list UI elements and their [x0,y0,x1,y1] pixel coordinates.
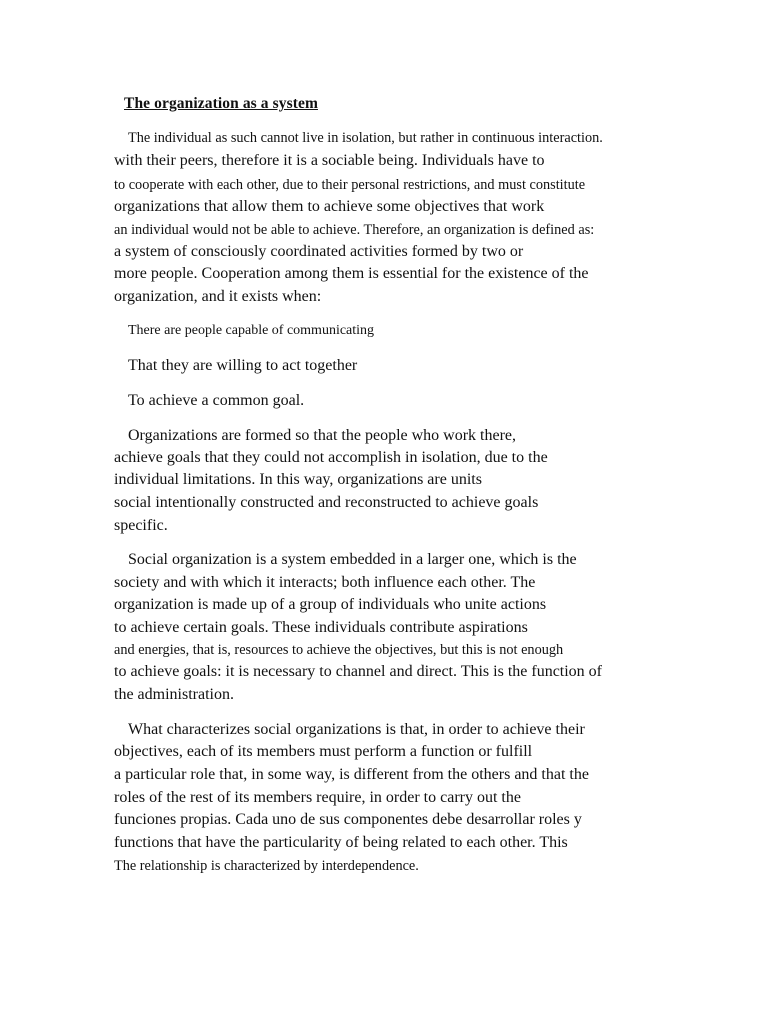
paragraph-1-line-8: organization, and it exists when: [114,288,322,305]
paragraph-4-line-3: a particular role that, in some way, is different from the others and that the [114,766,589,783]
paragraph-1-line-4: organizations that allow them to achieve some objectives that work [114,198,545,215]
paragraph-3-line-2: society and with which it interacts; both influence each other. The [114,574,536,591]
paragraph-3-line-6: to achieve goals: it is necessary to channel and direct. This is the function of [114,663,603,680]
paragraph-4-line-7: The relationship is characterized by interdependence. [114,858,419,874]
document-title: The organization as a system [124,95,318,112]
paragraph-1-line-3: to cooperate with each other, due to their personal restrictions, and must constitute [114,177,586,193]
paragraph-3-line-1: Social organization is a system embedded in a larger one, which is the [128,551,577,568]
paragraph-4-line-6: functions that have the particularity of being related to each other. This [114,834,568,851]
paragraph-2-line-4: social intentionally constructed and reconstructed to achieve goals [114,494,539,511]
paragraph-3-line-7: the administration. [114,686,234,703]
paragraph-1-line-6: a system of consciously coordinated activities formed by two or [114,243,524,260]
paragraph-1-line-5: an individual would not be able to achieve. Therefore, an organization is defined as: [114,222,595,238]
paragraph-1-line-7: more people. Cooperation among them is essential for the existence of the [114,265,589,282]
paragraph-2-line-5: specific. [114,517,168,534]
paragraph-4-line-4: roles of the rest of its members require, in order to carry out the [114,789,521,806]
condition-item: That they are willing to act together [128,357,358,374]
paragraph-4-line-5: funciones propias. Cada uno de sus componentes debe desarrollar roles y [114,811,582,828]
condition-item: To achieve a common goal. [128,392,305,409]
paragraph-3-line-5: and energies, that is, resources to achieve the objectives, but this is not enough [114,642,564,658]
paragraph-3-line-4: to achieve certain goals. These individuals contribute aspirations [114,619,528,636]
condition-item: There are people capable of communicating [128,323,375,338]
paragraph-4-line-2: objectives, each of its members must perform a function or fulfill [114,743,533,760]
paragraph-3-line-3: organization is made up of a group of individuals who unite actions [114,596,547,613]
paragraph-1-line-1: The individual as such cannot live in isolation, but rather in continuous interaction. [128,130,603,146]
paragraph-2-line-2: achieve goals that they could not accomplish in isolation, due to the [114,449,548,466]
paragraph-2-line-1: Organizations are formed so that the people who work there, [128,427,517,444]
paragraph-4-line-1: What characterizes social organizations is that, in order to achieve their [128,721,585,738]
paragraph-2-line-3: individual limitations. In this way, organizations are units [114,471,482,488]
paragraph-1-line-2: with their peers, therefore it is a sociable being. Individuals have to [114,152,545,169]
